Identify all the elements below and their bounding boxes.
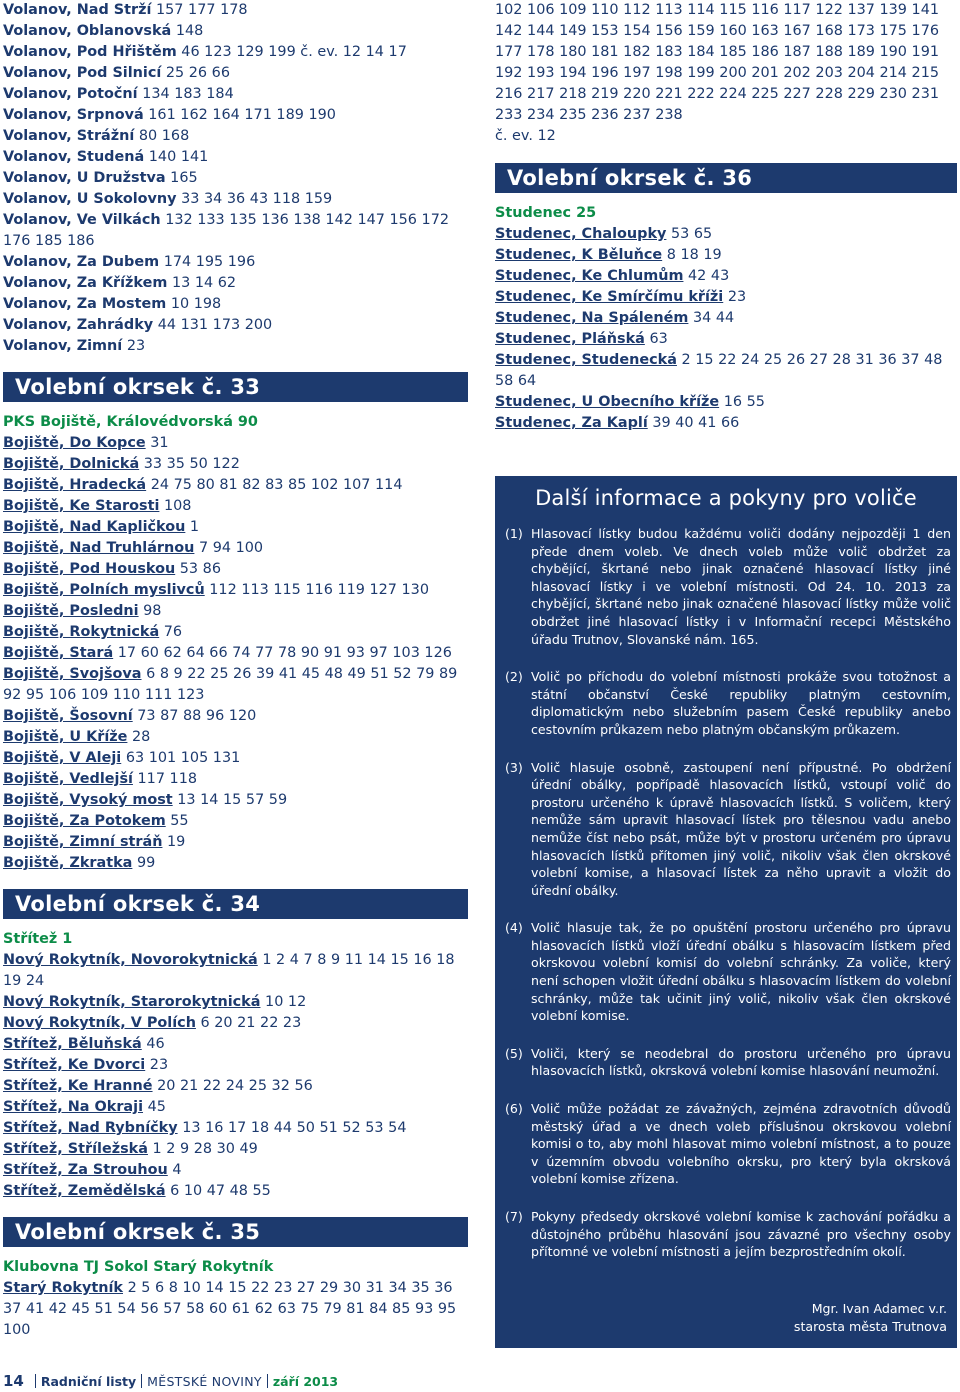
street-entry [495, 287, 957, 308]
info-rule [505, 759, 951, 900]
house-numbers: 46 123 129 199 č. ev. 12 14 17 [181, 44, 407, 60]
house-numbers: 108 [163, 498, 192, 514]
street-name: Střítež, Zemědělská [3, 1183, 166, 1199]
street-name: Volanov, Studená [3, 149, 145, 165]
publication-name: Radniční listy [40, 1374, 137, 1389]
rule-number: (1) [505, 526, 523, 541]
street-entry [3, 748, 468, 769]
house-numbers: 161 162 164 171 189 190 [148, 107, 336, 123]
info-rule [505, 1100, 951, 1188]
continuation-numbers: 102 106 109 110 112 113 114 115 116 117 122 137 139 141 142 144 149 153 154 156 159 160 163 167 168 173 175 176 177 178 180 181 182 183 184 185 186 187 188 189 190 191 192 193 194 196 197 198 199 200 201 202 203 204 214 215 216 217 218 219 220 221 222 224 225 227 228 229 230 231 233 234 235 236 237 238 [495, 2, 940, 123]
okrsek-34-station: Střítež 1 [3, 931, 73, 947]
house-numbers: 13 14 62 [171, 275, 237, 291]
house-numbers: 53 65 [670, 226, 713, 242]
street-entry [3, 42, 468, 63]
house-numbers: 13 16 17 18 44 50 51 52 53 54 [182, 1120, 407, 1136]
street-name: Volanov, Zahrádky [3, 317, 154, 333]
street-entry [3, 0, 468, 21]
rule-number: (5) [505, 1045, 523, 1061]
street-name: Volanov, Za Křížkem [3, 275, 168, 291]
footer-separator [141, 1374, 142, 1388]
okrsek-36-list [495, 224, 957, 434]
signature [794, 1300, 947, 1336]
street-name: Volanov, U Družstva [3, 170, 166, 186]
house-numbers: 16 55 [723, 394, 765, 410]
street-entry [495, 266, 957, 287]
street-entry [495, 224, 957, 245]
house-numbers: 33 35 50 122 [143, 456, 240, 472]
street-entry [3, 1181, 468, 1202]
house-numbers: 6 8 9 22 25 26 39 41 45 48 49 51 52 79 89 92 95 106 109 110 111 123 [3, 666, 458, 703]
okrsek-35-heading: Volební okrsek č. 35 [3, 1217, 468, 1247]
street-name: Bojiště, Do Kopce [3, 435, 146, 451]
street-name: Volanov, Pod Silnicí [3, 65, 162, 81]
street-entry [3, 1139, 468, 1160]
street-name: Bojiště, Nad Truhlárnou [3, 540, 195, 556]
house-numbers: 1 [189, 519, 200, 535]
info-rule [505, 668, 951, 738]
rule-text: Pokyny předsedy okrskové volební komise k zachování pořádku a důstojného průběhu hlasování jsou závazné pro všechny osoby přítomné ve volební místnosti a jejím bezprostředním okolí. [531, 1209, 951, 1260]
footer-separator [35, 1374, 36, 1388]
street-entry [3, 664, 468, 706]
house-numbers: 8 18 19 [666, 247, 722, 263]
rule-text: Volič hlasuje osobně, zastoupení není přípustné. Po obdržení úřední obálky, popřípadě hlasovacích lístků, vstoupí volič do prostoru určeného k úpravě hlasovacích lístků. S voličem, který nemůže sám upravit hlasovací lístek pro tělesnou vadu anebo nemůže číst nebo psát, může být v prostoru určeném pro úpravu hlasovacích lístků přítomen jiný volič, nikoliv však člen okrskové volební komise, a hlasovací lístek za něho upravit a vložit do úřední obálky. [531, 759, 951, 898]
street-name: Volanov, Pod Hřištěm [3, 44, 177, 60]
street-name: Studenec, U Obecního kříže [495, 394, 720, 410]
street-name: Bojiště, Dolnická [3, 456, 140, 472]
voter-info-box [495, 476, 957, 1348]
house-numbers: 140 141 [148, 149, 209, 165]
street-name: Studenec, Za Kaplí [495, 415, 648, 431]
house-numbers: 24 75 80 81 82 83 85 102 107 114 [150, 477, 403, 493]
left-column [3, 0, 468, 1341]
signature-role: starosta města Trutnova [793, 1319, 947, 1334]
street-entry [3, 622, 468, 643]
house-numbers: 7 94 100 [198, 540, 264, 556]
street-entry [3, 811, 468, 832]
street-name: Bojiště, Pod Houskou [3, 561, 176, 577]
house-numbers: 1 2 9 28 30 49 [152, 1141, 258, 1157]
street-entry [3, 63, 468, 84]
street-entry [3, 1076, 468, 1097]
house-numbers: 132 133 135 136 138 142 147 156 172 176 185 186 [3, 212, 450, 249]
house-numbers: 6 10 47 48 55 [170, 1183, 271, 1199]
okrsek-35-station: Klubovna TJ Sokol Starý Rokytník [3, 1259, 274, 1275]
rule-number: (3) [505, 759, 523, 775]
street-name: Střítež, Za Strouhou [3, 1162, 168, 1178]
house-numbers: 157 177 178 [156, 2, 248, 18]
house-numbers: 148 [175, 23, 204, 39]
street-name: Studenec, Studenecká [495, 352, 677, 368]
street-name: Studenec, Pláňská [495, 331, 645, 347]
street-entry [3, 1160, 468, 1181]
street-entry [3, 252, 468, 273]
street-entry [3, 21, 468, 42]
street-entry [3, 992, 468, 1013]
house-numbers: 117 118 [137, 771, 198, 787]
street-name: Volanov, Za Mostem [3, 296, 167, 312]
house-numbers: 23 [126, 338, 146, 354]
street-entry [3, 727, 468, 748]
house-numbers: 31 [150, 435, 169, 451]
street-entry [495, 413, 957, 434]
street-name: Střítež, Běluňská [3, 1036, 142, 1052]
footer-separator [267, 1374, 268, 1388]
street-name: Volanov, Nad Strží [3, 2, 152, 18]
street-entry [3, 210, 468, 252]
info-rule [505, 1045, 951, 1080]
street-entry [3, 538, 468, 559]
street-name: Bojiště, Nad Kapličkou [3, 519, 186, 535]
house-numbers: 20 21 22 24 25 32 56 [157, 1078, 313, 1094]
house-numbers: 23 [149, 1057, 169, 1073]
street-entry [3, 853, 468, 874]
street-name: Bojiště, Polních myslivců [3, 582, 205, 598]
street-name: Studenec, Ke Smírčímu kříži [495, 289, 724, 305]
house-numbers: 46 [146, 1036, 165, 1052]
street-name: Studenec, Na Spáleném [495, 310, 689, 326]
house-numbers: 19 [167, 834, 186, 850]
street-entry [3, 790, 468, 811]
street-entry [3, 1278, 468, 1341]
rule-number: (2) [505, 669, 523, 685]
street-name: Bojiště, Šosovní [3, 708, 133, 724]
street-entry [3, 433, 468, 454]
okrsek-34-section [3, 889, 468, 1202]
street-name: Bojiště, Za Potokem [3, 813, 166, 829]
street-entry [3, 315, 468, 336]
street-entry [3, 601, 468, 622]
house-numbers: 23 [727, 289, 747, 305]
street-entry [3, 1097, 468, 1118]
street-entry [495, 308, 957, 329]
street-entry [3, 189, 468, 210]
okrsek-36-station: Studenec 25 [495, 205, 597, 221]
info-rule [505, 919, 951, 1025]
street-entry [3, 126, 468, 147]
street-name: Střítež, Ke Dvorci [3, 1057, 146, 1073]
street-name: Bojiště, Hradecká [3, 477, 147, 493]
house-numbers: 63 101 105 131 [125, 750, 241, 766]
street-name: Starý Rokytník [3, 1280, 123, 1296]
rule-number: (4) [505, 920, 523, 936]
house-numbers: 112 113 115 116 119 127 130 [209, 582, 429, 598]
right-column [495, 0, 957, 434]
street-entry [3, 580, 468, 601]
street-entry [3, 769, 468, 790]
street-name: Studenec, Chaloupky [495, 226, 667, 242]
street-name: Bojiště, Zimní stráň [3, 834, 163, 850]
street-entry [3, 706, 468, 727]
house-numbers: 34 44 [692, 310, 735, 326]
house-numbers: 99 [136, 855, 156, 871]
street-entry [495, 329, 957, 350]
street-entry [3, 294, 468, 315]
street-entry [3, 1013, 468, 1034]
okrsek-34-list [3, 950, 468, 1202]
okrsek-33-heading: Volební okrsek č. 33 [3, 372, 468, 402]
info-rule [505, 1208, 951, 1261]
street-entry [3, 559, 468, 580]
street-name: Bojiště, Ke Starosti [3, 498, 160, 514]
signature-name: Mgr. Ivan Adamec v.r. [811, 1301, 947, 1316]
house-numbers: 39 40 41 66 [652, 415, 740, 431]
house-numbers: 10 12 [265, 994, 307, 1010]
street-name: Bojiště, Vedlejší [3, 771, 133, 787]
rule-text: Volič může požádat ze závažných, zejména zdravotních důvodů městský úřad a ve dnech voleb příslušnou okrskovou volební komisi o to, aby mohl hlasovat mimo volební místnost, a to pouze v územním obvodu volebního okrsku, pro který byla okrsková volební komise zřízena. [531, 1101, 951, 1187]
street-name: Bojiště, U Kříže [3, 729, 128, 745]
street-entry [3, 496, 468, 517]
street-name: Studenec, Ke Chlumům [495, 268, 684, 284]
house-numbers: 17 60 62 64 66 74 77 78 90 91 93 97 103 126 [117, 645, 452, 661]
house-numbers: 2 15 22 24 25 26 27 28 31 36 37 48 58 64 [495, 352, 943, 389]
street-name: Střítež, Nad Rybníčky [3, 1120, 178, 1136]
street-name: Volanov, Za Dubem [3, 254, 160, 270]
street-entry [3, 336, 468, 357]
street-name: Bojiště, Stará [3, 645, 114, 661]
okrsek-33-station: PKS Bojiště, Královédvorská 90 [3, 414, 258, 430]
street-entry [3, 643, 468, 664]
house-numbers: 53 86 [179, 561, 221, 577]
issue-date: září 2013 [272, 1374, 339, 1389]
okrsek-33-list [3, 433, 468, 874]
street-entry [3, 147, 468, 168]
publication-subtitle: MĚSTSKÉ NOVINY [147, 1374, 262, 1389]
house-numbers: 134 183 184 [142, 86, 234, 102]
okrsek-36-heading: Volební okrsek č. 36 [495, 163, 957, 193]
page-number: 14 [3, 1372, 24, 1390]
street-name: Volanov, Oblanovská [3, 23, 172, 39]
street-name: Střítež, Stříležská [3, 1141, 148, 1157]
street-entry [495, 350, 957, 392]
street-entry [3, 105, 468, 126]
street-entry [3, 273, 468, 294]
street-name: Bojiště, V Aleji [3, 750, 122, 766]
street-entry [3, 1034, 468, 1055]
okrsek-35-section [3, 1217, 468, 1341]
house-numbers: 98 [143, 603, 162, 619]
street-name: Bojiště, Vysoký most [3, 792, 173, 808]
info-title: Další informace a pokyny pro voliče [535, 486, 917, 510]
street-entry [3, 1118, 468, 1139]
street-name: Volanov, Potoční [3, 86, 138, 102]
street-name: Nový Rokytník, V Polích [3, 1015, 196, 1031]
street-entry [495, 392, 957, 413]
house-numbers: 4 [172, 1162, 182, 1178]
street-name: Střítež, Na Okraji [3, 1099, 144, 1115]
house-numbers: 44 131 173 200 [157, 317, 273, 333]
street-name: Volanov, Strážní [3, 128, 135, 144]
street-name: Volanov, Srpnová [3, 107, 144, 123]
info-rule [505, 525, 951, 648]
street-entry [3, 454, 468, 475]
street-entry [3, 84, 468, 105]
okrsek-33-section [3, 372, 468, 874]
house-numbers: 80 168 [138, 128, 190, 144]
house-numbers: 33 34 36 43 118 159 [181, 191, 333, 207]
street-name: Střítež, Ke Hranné [3, 1078, 153, 1094]
street-name: Bojiště, Posledni [3, 603, 139, 619]
street-name: Bojiště, Rokytnická [3, 624, 160, 640]
street-name: Bojiště, Svojšova [3, 666, 142, 682]
house-numbers: 10 198 [170, 296, 222, 312]
street-entry [3, 475, 468, 496]
house-numbers: 28 [132, 729, 151, 745]
rule-number: (6) [505, 1101, 523, 1117]
street-name: Nový Rokytník, Novorokytnická [3, 952, 258, 968]
house-numbers: 45 [147, 1099, 166, 1115]
house-numbers: 55 [170, 813, 189, 829]
okrsek-34-heading: Volební okrsek č. 34 [3, 889, 468, 919]
rule-text: Volič hlasuje tak, že po opuštění prostoru určeného pro úpravu hlasovacích lístků vloží úřední obálku s hlasovacím lístkem před okrskovou volební komisí do volební schránky. Za voliče, který není schopen vložit úřední obálku s hlasovacím lístkem do volební schránky, může tak učinit jiný volič, nikoliv však člen okrskové volební komise. [531, 920, 951, 1024]
rule-text: Volič po příchodu do volební místnosti prokáže svou totožnost a státní občanství České republiky platným cestovním, diplomatickým nebo služebním pasem České republiky anebo cestovním průkazem nebo platným občanským průkazem. [531, 669, 951, 737]
continuation-ev: č. ev. 12 [495, 128, 556, 144]
house-numbers: 2 5 6 8 10 14 15 22 23 27 29 30 31 34 35 36 37 41 42 45 51 54 56 57 58 60 61 62 63 75 79 81 84 85 93 95 100 [3, 1280, 457, 1338]
house-numbers: 73 87 88 96 120 [137, 708, 257, 724]
street-entry [3, 1055, 468, 1076]
street-name: Studenec, K Běluňce [495, 247, 663, 263]
street-name: Nový Rokytník, Starorokytnická [3, 994, 261, 1010]
house-numbers: 76 [163, 624, 183, 640]
house-numbers: 13 14 15 57 59 [177, 792, 288, 808]
house-numbers: 42 43 [688, 268, 730, 284]
street-name: Bojiště, Zkratka [3, 855, 133, 871]
house-numbers: 25 26 66 [165, 65, 230, 81]
rule-text: Hlasovací lístky budou každému voliči dodány nejpozději 1 den přede dnem voleb. Ve dnech voleb může volič obdržet za chybějící, škrtané nebo jinak označené hlasovací lístky jiné hlasovací lístky i ve volební místnosti. Od 24. 10. 2013 za chybějící, škrtané nebo jinak označené hlasovací lístky může volič obdržet jiné hlasovací lístky i v Informační recepci Městského úřadu Trutnov, Slovanské nám. 165. [531, 526, 951, 647]
street-entry [3, 832, 468, 853]
street-entry [3, 517, 468, 538]
house-numbers: 1 2 4 7 8 9 11 14 15 16 18 19 24 [3, 952, 455, 989]
street-name: Volanov, Ve Vilkách [3, 212, 161, 228]
street-entry [3, 168, 468, 189]
house-numbers: 165 [170, 170, 198, 186]
info-rules-list [505, 525, 951, 1261]
house-numbers: 6 20 21 22 23 [200, 1015, 302, 1031]
okrsek-35-list [3, 1278, 468, 1341]
house-numbers: 174 195 196 [163, 254, 256, 270]
page-footer [3, 1372, 338, 1391]
street-name: Volanov, U Sokolovny [3, 191, 177, 207]
okrsek-36-section [495, 163, 957, 434]
rule-text: Voliči, který se neodebral do prostoru určeného pro úpravu hlasovacích lístků, okrsková volební komise hlasování neumožní. [531, 1045, 951, 1079]
street-name: Volanov, Zimní [3, 338, 123, 354]
street-entry [495, 245, 957, 266]
volanov-list [3, 0, 468, 357]
rule-number: (7) [505, 1209, 523, 1224]
street-entry [3, 950, 468, 992]
house-numbers: 63 [649, 331, 668, 347]
